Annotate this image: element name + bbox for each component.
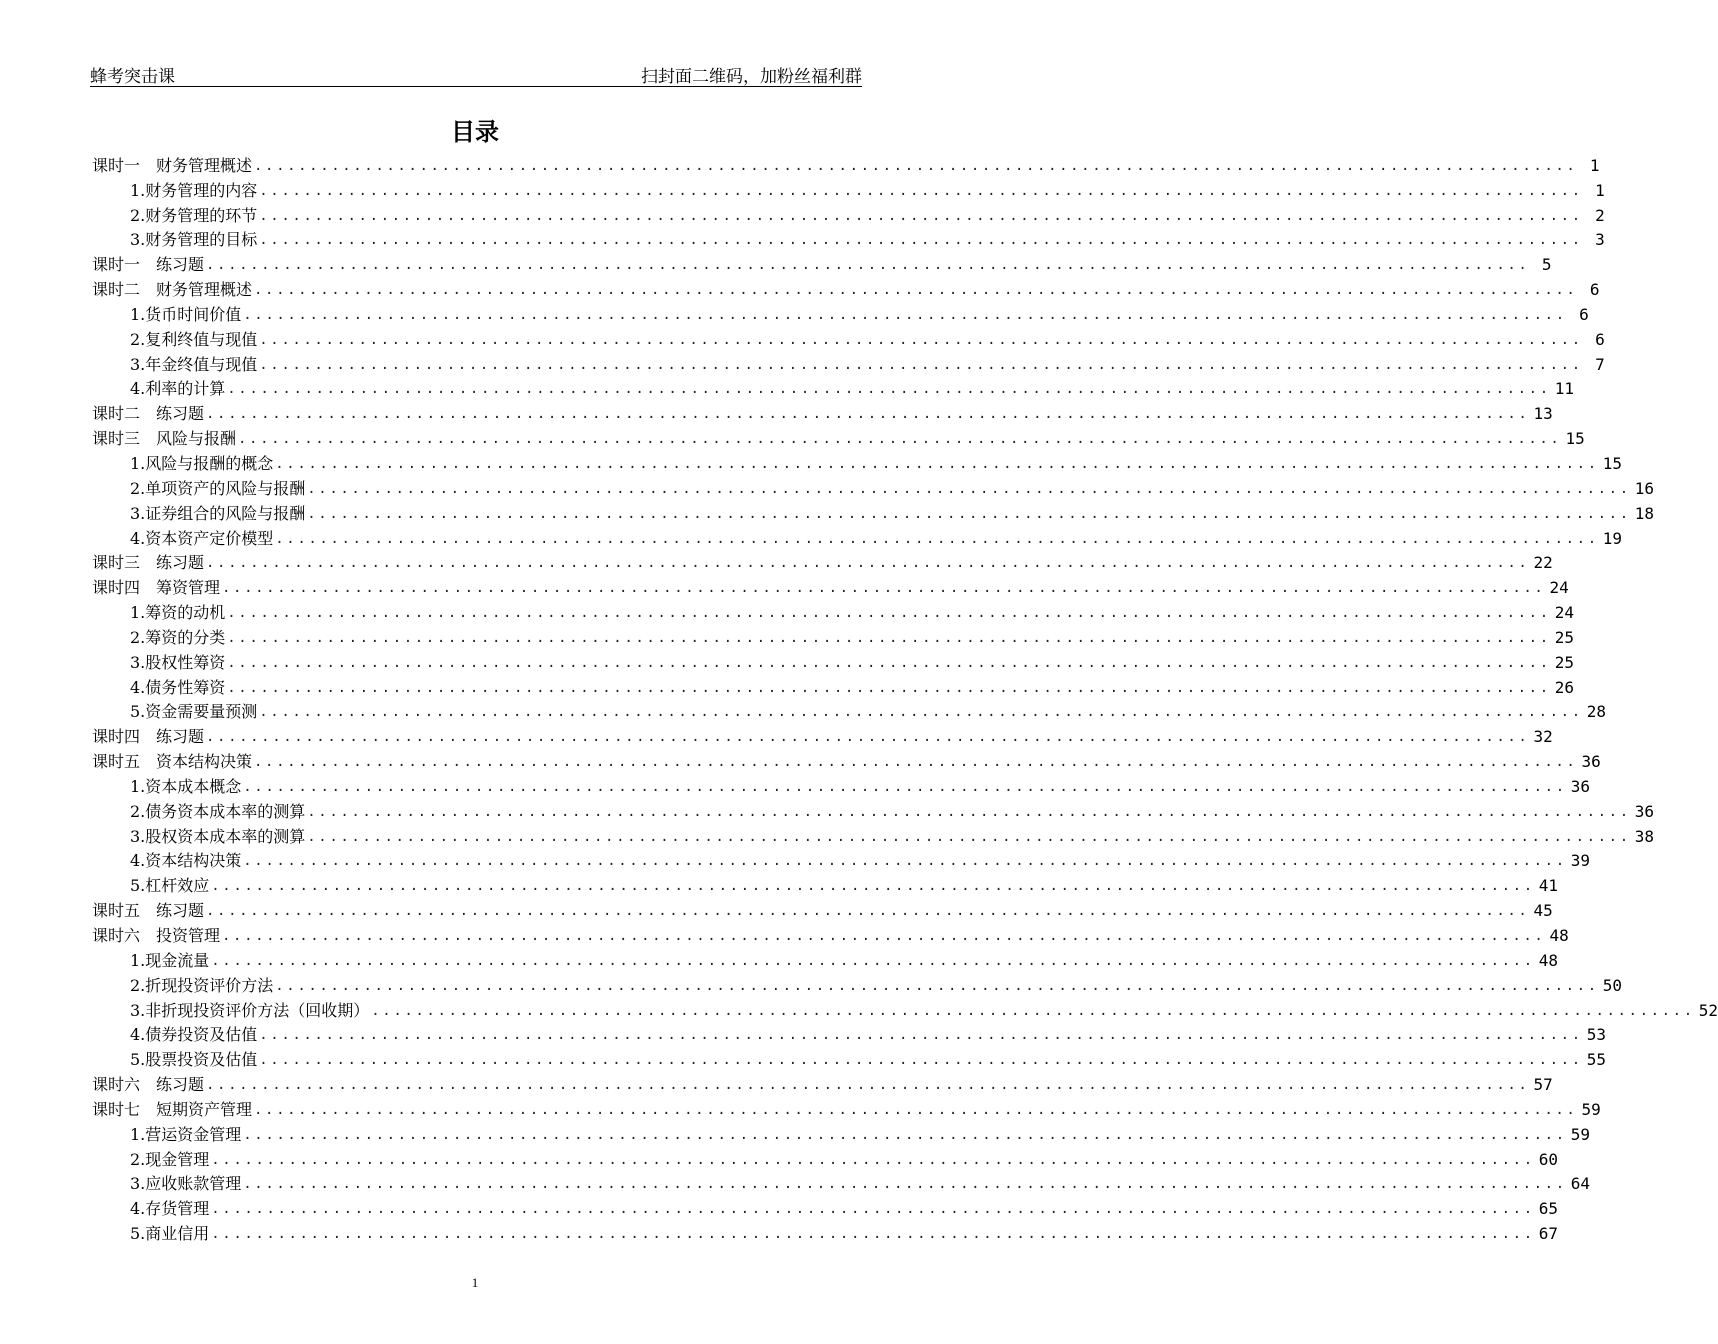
toc-entry-page: 24	[1554, 603, 1574, 623]
toc-entry-page: 36	[1634, 801, 1654, 821]
toc-subentry[interactable]	[92, 849, 1590, 874]
page-header	[90, 60, 862, 87]
toc-entry[interactable]	[92, 551, 1553, 576]
toc-entry-label: 2.财务管理的环节	[130, 205, 258, 225]
toc-subentry[interactable]	[92, 377, 1574, 402]
toc-leader-dots: ........................................................................................................................	[227, 654, 1551, 671]
toc-entry-page: 24	[1549, 578, 1569, 598]
toc-subentry[interactable]	[92, 675, 1574, 700]
toc-entry-page: 15	[1602, 453, 1622, 473]
toc-entry-page: 1	[1589, 155, 1600, 175]
toc-entry-page: 5	[1541, 255, 1552, 275]
toc-subentry[interactable]	[92, 600, 1574, 625]
toc-entry-label: 课时三 练习题	[92, 553, 205, 573]
toc-leader-dots: ........................................................................................................................	[227, 679, 1551, 696]
toc-leader-dots: ........................................................................................................................	[222, 580, 1546, 597]
toc-leader-dots: ........................................................................................................................	[227, 381, 1551, 398]
toc-entry-label: 1.财务管理的内容	[130, 180, 258, 200]
toc-entry-page: 55	[1586, 1050, 1606, 1070]
toc-entry-page: 39	[1570, 851, 1590, 871]
toc-subentry[interactable]	[92, 625, 1574, 650]
toc-leader-dots: ........................................................................................................................	[211, 1201, 1535, 1218]
toc-entry-label: 2.现金管理	[130, 1149, 210, 1169]
toc-entry-page: 48	[1549, 926, 1569, 945]
toc-entry-page: 1	[1595, 180, 1605, 200]
toc-entry[interactable]	[92, 252, 1552, 277]
toc-subentry[interactable]	[92, 178, 1605, 203]
toc-entry-page: 60	[1538, 1149, 1558, 1169]
toc-entry[interactable]	[92, 898, 1553, 923]
toc-entry-label: 4.存货管理	[130, 1199, 210, 1219]
toc-leader-dots: ........................................................................................................................	[227, 629, 1551, 646]
toc-entry-label: 1.现金流量	[130, 950, 210, 970]
toc-entry[interactable]	[92, 426, 1585, 451]
toc-entry-label: 课时二 练习题	[92, 404, 205, 424]
toc-leader-dots: ........................................................................................................................	[259, 356, 1583, 373]
toc-entry-label: 课时六 投资管理	[92, 926, 221, 945]
toc-entry-page: 45	[1533, 901, 1553, 921]
toc-subentry[interactable]	[92, 1147, 1558, 1172]
toc-leader-dots: ........................................................................................................................	[275, 455, 1599, 472]
toc-entry-page: 65	[1538, 1199, 1558, 1219]
toc-entry-page: 64	[1570, 1174, 1590, 1194]
toc-leader-dots: ........................................................................................................................	[211, 878, 1535, 895]
toc-entry-page: 52	[1698, 1000, 1718, 1020]
toc-leader-dots: ........................................................................................................................	[259, 1052, 1583, 1069]
toc-leader-dots: ........................................................................................................................	[211, 1151, 1535, 1168]
toc-entry-label: 4.资本结构决策	[130, 851, 242, 871]
toc-subentry[interactable]	[92, 1172, 1590, 1197]
toc-entry-page: 59	[1581, 1099, 1601, 1119]
toc-entry-label: 5.股票投资及估值	[130, 1050, 258, 1070]
toc-leader-dots: ........................................................................................................................	[259, 1027, 1583, 1044]
toc-entry-label: 课时七 短期资产管理	[92, 1099, 253, 1119]
toc-entry[interactable]	[92, 1097, 1601, 1122]
toc-entry-page: 2	[1595, 205, 1605, 225]
toc-leader-dots: ........................................................................................................................	[227, 605, 1551, 622]
toc-entry-page: 16	[1634, 478, 1654, 498]
toc-subentry[interactable]	[92, 1023, 1606, 1048]
toc-entry-page: 26	[1554, 677, 1574, 697]
toc-entry-page: 6	[1579, 304, 1589, 324]
toc-entry-page: 13	[1533, 404, 1553, 424]
toc-leader-dots: ........................................................................................................................	[243, 306, 1567, 323]
toc-entry[interactable]	[92, 1072, 1553, 1097]
toc-leader-dots: ........................................................................................................................	[206, 257, 1530, 274]
toc-entry[interactable]	[92, 277, 1600, 302]
table-of-contents	[92, 153, 1718, 1246]
toc-entry[interactable]	[92, 749, 1601, 774]
toc-entry-label: 1.筹资的动机	[130, 603, 226, 623]
toc-entry-page: 67	[1538, 1224, 1558, 1244]
header-right-text: 扫封面二维码，加粉丝福利群	[641, 67, 862, 87]
toc-leader-dots: ........................................................................................................................	[275, 977, 1599, 994]
toc-subentry[interactable]	[92, 228, 1605, 253]
toc-subentry[interactable]	[92, 327, 1605, 352]
toc-entry-label: 2.复利终值与现值	[130, 329, 258, 349]
toc-entry-label: 3.财务管理的目标	[130, 230, 258, 250]
toc-subentry[interactable]	[92, 451, 1622, 476]
toc-leader-dots: ........................................................................................................................	[211, 952, 1535, 969]
toc-entry-page: 57	[1533, 1075, 1553, 1095]
toc-entry-page: 11	[1554, 379, 1574, 399]
toc-subentry[interactable]	[92, 352, 1605, 377]
toc-entry-page: 19	[1602, 528, 1622, 548]
toc-entry-label: 5.资金需要量预测	[130, 702, 258, 722]
toc-leader-dots: ........................................................................................................................	[206, 729, 1530, 746]
toc-subentry[interactable]	[92, 1196, 1558, 1221]
page-title: 目录	[451, 118, 499, 146]
toc-leader-dots: ........................................................................................................................	[307, 803, 1631, 820]
toc-leader-dots: ........................................................................................................................	[254, 1101, 1578, 1118]
toc-subentry[interactable]	[92, 948, 1558, 973]
toc-entry-label: 1.风险与报酬的概念	[130, 453, 274, 473]
toc-leader-dots: ........................................................................................................................	[238, 431, 1562, 448]
toc-leader-dots: ........................................................................................................................	[243, 1176, 1567, 1193]
toc-entry-label: 3.证券组合的风险与报酬	[130, 503, 306, 523]
toc-leader-dots: ........................................................................................................................	[206, 555, 1530, 572]
toc-leader-dots: ........................................................................................................................	[307, 505, 1631, 522]
toc-leader-dots: ........................................................................................................................	[259, 232, 1583, 249]
toc-leader-dots: ........................................................................................................................	[206, 406, 1530, 423]
toc-entry[interactable]	[92, 153, 1600, 178]
toc-entry-page: 28	[1586, 702, 1606, 722]
toc-subentry[interactable]	[92, 476, 1654, 501]
toc-entry-label: 课时四 练习题	[92, 727, 205, 747]
toc-subentry[interactable]	[92, 873, 1558, 898]
toc-entry-label: 3.年金终值与现值	[130, 354, 258, 374]
toc-entry-label: 3.股权资本成本率的测算	[130, 826, 306, 846]
toc-entry-label: 3.应收账款管理	[130, 1174, 242, 1194]
toc-entry-page: 48	[1538, 950, 1558, 970]
toc-entry-page: 6	[1595, 329, 1605, 349]
toc-entry-label: 2.单项资产的风险与报酬	[130, 478, 306, 498]
toc-subentry[interactable]	[92, 799, 1654, 824]
toc-entry-page: 25	[1554, 652, 1574, 672]
toc-entry-page: 36	[1581, 752, 1601, 772]
toc-entry-label: 3.股权性筹资	[130, 652, 226, 672]
toc-leader-dots: ........................................................................................................................	[243, 1126, 1567, 1143]
toc-leader-dots: ........................................................................................................................	[254, 157, 1578, 174]
toc-leader-dots: ........................................................................................................................	[307, 828, 1631, 845]
toc-leader-dots: ........................................................................................................................	[243, 778, 1567, 795]
toc-entry-label: 课时六 练习题	[92, 1075, 205, 1095]
toc-subentry[interactable]	[92, 1221, 1558, 1246]
toc-entry-page: 59	[1570, 1124, 1590, 1144]
toc-entry[interactable]	[92, 724, 1553, 749]
toc-entry-label: 课时一 财务管理概述	[92, 155, 253, 175]
toc-subentry[interactable]	[92, 1122, 1590, 1147]
toc-entry-page: 41	[1538, 876, 1558, 896]
toc-entry-label: 4.债务性筹资	[130, 677, 226, 697]
toc-leader-dots: ........................................................................................................................	[259, 182, 1583, 199]
toc-entry-page: 36	[1570, 776, 1590, 796]
toc-entry-label: 4.债券投资及估值	[130, 1025, 258, 1045]
toc-leader-dots: ........................................................................................................................	[211, 1226, 1535, 1243]
toc-leader-dots: ........................................................................................................................	[307, 480, 1631, 497]
toc-entry-label: 课时五 资本结构决策	[92, 752, 253, 772]
toc-entry-label: 2.筹资的分类	[130, 627, 226, 647]
toc-entry-page: 7	[1595, 354, 1605, 374]
toc-subentry[interactable]	[92, 700, 1606, 725]
toc-entry-label: 1.货币时间价值	[130, 304, 242, 324]
toc-subentry[interactable]	[92, 973, 1622, 998]
toc-entry[interactable]	[92, 401, 1553, 426]
toc-subentry[interactable]	[92, 824, 1654, 849]
toc-leader-dots: ........................................................................................................................	[259, 704, 1583, 721]
toc-leader-dots: ........................................................................................................................	[206, 903, 1530, 920]
toc-entry-label: 课时二 财务管理概述	[92, 280, 253, 300]
toc-entry-label: 5.商业信用	[130, 1224, 210, 1244]
toc-entry-label: 2.债务资本成本率的测算	[130, 801, 306, 821]
toc-entry-label: 5.杠杆效应	[130, 876, 210, 896]
toc-entry-page: 3	[1595, 230, 1605, 250]
toc-subentry[interactable]	[92, 1047, 1606, 1072]
toc-entry-label: 课时四 筹资管理	[92, 578, 221, 598]
toc-leader-dots: ........................................................................................................................	[243, 853, 1567, 870]
toc-entry-label: 课时五 练习题	[92, 901, 205, 921]
toc-entry-page: 32	[1533, 727, 1553, 747]
toc-leader-dots: ........................................................................................................................	[275, 530, 1599, 547]
toc-entry-label: 2.折现投资评价方法	[130, 975, 274, 995]
toc-subentry[interactable]	[92, 302, 1589, 327]
toc-subentry[interactable]	[92, 650, 1574, 675]
toc-entry-page: 18	[1634, 503, 1654, 523]
toc-subentry[interactable]	[92, 526, 1622, 551]
toc-leader-dots: ........................................................................................................................	[254, 282, 1578, 299]
toc-entry-page: 15	[1565, 429, 1585, 449]
toc-entry-page: 6	[1589, 280, 1600, 300]
toc-subentry[interactable]	[92, 501, 1654, 526]
toc-leader-dots: ........................................................................................................................	[371, 1002, 1695, 1019]
toc-entry-label: 3.非折现投资评价方法（回收期）	[130, 1000, 370, 1020]
toc-entry-label: 1.营运资金管理	[130, 1124, 242, 1144]
toc-subentry[interactable]	[92, 203, 1605, 228]
toc-leader-dots: ........................................................................................................................	[222, 928, 1546, 944]
toc-entry-label: 1.资本成本概念	[130, 776, 242, 796]
toc-entry-page: 50	[1602, 975, 1622, 995]
toc-leader-dots: ........................................................................................................................	[206, 1077, 1530, 1094]
toc-entry-label: 课时一 练习题	[92, 255, 205, 275]
toc-entry[interactable]	[92, 923, 1569, 948]
toc-leader-dots: ........................................................................................................................	[254, 754, 1578, 771]
toc-entry-page: 38	[1634, 826, 1654, 846]
toc-entry[interactable]	[92, 575, 1569, 600]
toc-subentry[interactable]	[92, 998, 1718, 1023]
header-left-text: 蜂考突击课	[90, 67, 175, 87]
toc-entry-page: 22	[1533, 553, 1553, 573]
toc-subentry[interactable]	[92, 774, 1590, 799]
toc-leader-dots: ........................................................................................................................	[259, 207, 1583, 224]
toc-leader-dots: ........................................................................................................................	[259, 331, 1583, 348]
toc-entry-label: 4.资本资产定价模型	[130, 528, 274, 548]
toc-entry-label: 4.利率的计算	[130, 379, 226, 399]
page-number: 1	[471, 1275, 479, 1290]
toc-entry-label: 课时三 风险与报酬	[92, 429, 237, 449]
toc-entry-page: 53	[1586, 1025, 1606, 1045]
toc-entry-page: 25	[1554, 627, 1574, 647]
